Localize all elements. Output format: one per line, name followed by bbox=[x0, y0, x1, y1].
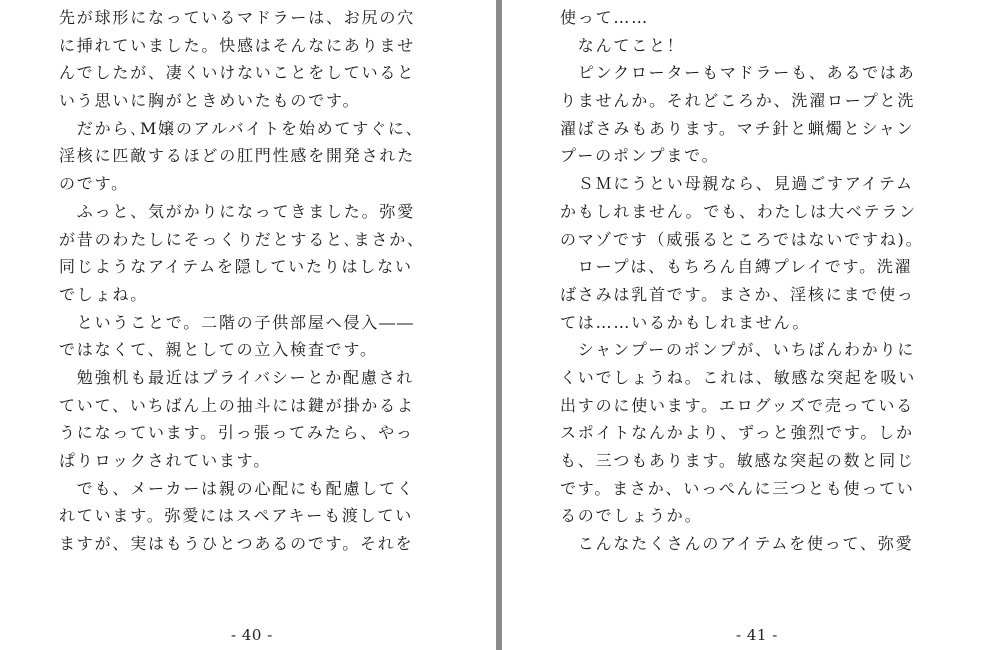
text-line: ロープは、もちろん自縛プレイです。洗濯 bbox=[560, 257, 913, 277]
text-line: んでしたが、凄くいけないことをしていると bbox=[59, 63, 416, 83]
text-line: れています。弥愛にはスペアキーも渡してい bbox=[59, 506, 414, 526]
right-page bbox=[502, 0, 1000, 650]
right-page-text bbox=[560, 4, 923, 558]
right-page-number: - 41 - bbox=[736, 626, 778, 644]
text-line: も、三つもあります。敏感な突起の数と同じ bbox=[560, 451, 915, 470]
left-page-text bbox=[59, 4, 425, 558]
text-line: ＳＭにうとい母親なら、見過ごすアイテム bbox=[560, 174, 914, 194]
text-line: 先が球形になっているマドラーは、お尻の穴 bbox=[59, 8, 416, 27]
text-line: に挿れていました。快感はそんなにありませ bbox=[59, 35, 416, 55]
text-line: 同じようなアイテムを隠していたりはしない bbox=[59, 257, 413, 277]
text-line: だから､M嬢のアルバイトを始めてすぐに、 bbox=[59, 118, 424, 138]
text-line: ふっと、気がかりになってきました。弥愛 bbox=[59, 201, 416, 221]
text-line: ではなくて、親としての立入検査です。 bbox=[59, 340, 378, 360]
text-line: くいでしょうね。これは、敏感な突起を吸い bbox=[560, 367, 917, 387]
text-line: のです。 bbox=[59, 174, 129, 194]
text-line: うになっています。引っ張ってみたら、やっ bbox=[59, 423, 414, 443]
text-line: ばさみは乳首です。まさか、淫核にまで使っ bbox=[560, 284, 915, 304]
text-line: なんてこと！ bbox=[560, 35, 685, 55]
text-line: プーのポンプまで。 bbox=[560, 146, 720, 166]
text-line: が昔のわたしにそっくりだとすると､まさか、 bbox=[59, 229, 425, 249]
text-line: のマゾです（威張るところではないですね)。 bbox=[560, 229, 924, 249]
left-page-number: - 40 - bbox=[231, 626, 273, 644]
text-line: 勉強机も最近はプライバシーとか配慮され bbox=[59, 367, 415, 387]
text-line: 濯ばさみもあります。マチ針と蝋燭とシャン bbox=[560, 118, 915, 138]
left-page bbox=[0, 0, 496, 650]
text-line: るのでしょうか。 bbox=[560, 506, 703, 526]
text-line: ますが、実はもうひとつあるのです。それを bbox=[59, 534, 414, 554]
text-line: ては……いるかもしれません。 bbox=[560, 312, 811, 332]
text-line: いう思いに胸がときめいたものです。 bbox=[59, 91, 361, 111]
text-line: 淫核に匹敵するほどの肛門性感を開発された bbox=[59, 146, 416, 166]
text-line: ぱりロックされています。 bbox=[59, 451, 272, 470]
text-line: ピンクローターもマドラーも、あるではあ bbox=[560, 63, 916, 83]
text-line: シャンプーのポンプが、いちばんわかりに bbox=[560, 340, 916, 360]
text-line: でも、メーカーは親の心配にも配慮してく bbox=[59, 478, 415, 498]
text-line: でしょね。 bbox=[59, 284, 149, 304]
text-line: ということで。二階の子供部屋へ侵入―― bbox=[59, 312, 415, 332]
text-line: 出すのに使います。エログッズで売っている bbox=[560, 395, 914, 415]
text-line: です。まさか、いっぺんに三つとも使ってい bbox=[560, 478, 915, 498]
text-line: スポイトなんかより、ずっと強烈です。しか bbox=[560, 423, 914, 443]
text-line: ていて、いちばん上の抽斗には鍵が掛かるよ bbox=[59, 395, 415, 415]
text-line: 使って…… bbox=[560, 8, 650, 27]
text-line: りませんか。それどころか、洗濯ロープと洗 bbox=[560, 91, 916, 111]
text-line: こんなたくさんのアイテムを使って、弥愛 bbox=[560, 534, 914, 554]
text-line: かもしれません。でも、わたしは大ベテラン bbox=[560, 201, 917, 221]
